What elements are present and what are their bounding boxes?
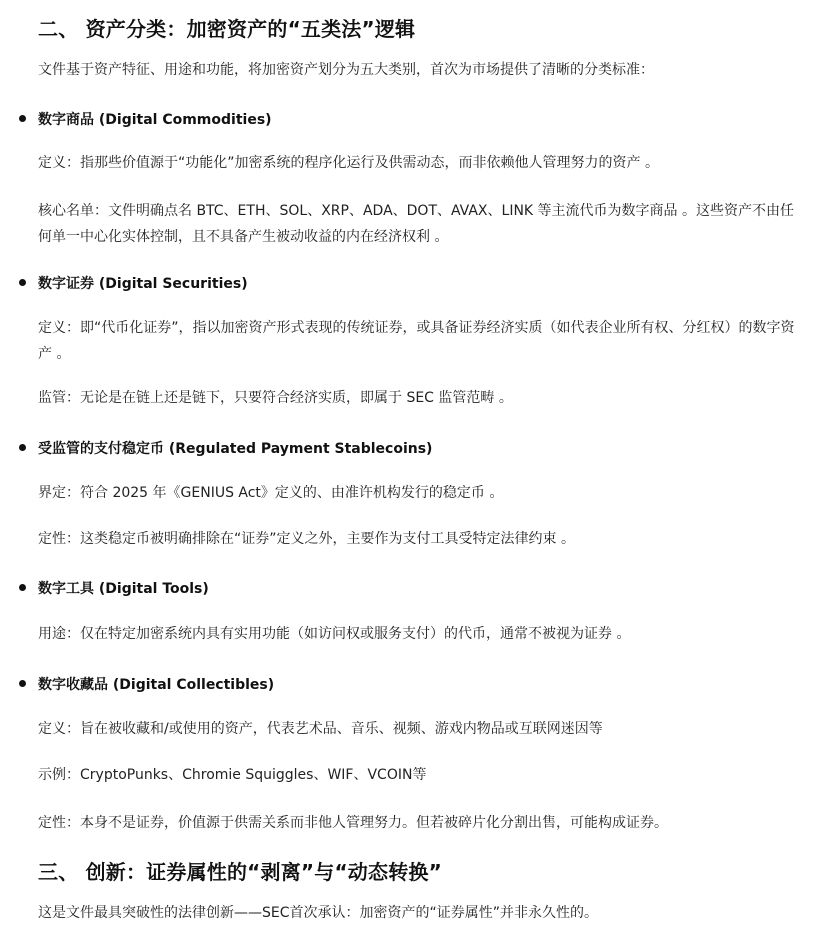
- commodities-definition: 定义：指那些价值源于“功能化”加密系统的程序化运行及供需动态，而非依赖他人管理努力的资产 。: [38, 155, 659, 171]
- category-title-commodities: 数字商品 (Digital Commodities): [38, 112, 272, 128]
- section-3-intro: 这是文件最具突破性的法律创新——SEC首次承认：加密资产的“证券属性”并非永久性的。: [38, 905, 599, 921]
- collectibles-nature: 定性：本身不是证券，价值源于供需关系而非他人管理努力。但若被碎片化分割出售，可能构成证券。: [38, 815, 668, 831]
- bullet-icon: [19, 279, 26, 286]
- category-title-collectibles: 数字收藏品 (Digital Collectibles): [38, 677, 275, 693]
- securities-regulation: 监管：无论是在链上还是链下，只要符合经济实质，即属于 SEC 监管范畴 。: [38, 390, 513, 406]
- stablecoins-nature: 定性：这类稳定币被明确排除在“证券”定义之外，主要作为支付工具受特定法律约束 。: [38, 531, 575, 547]
- collectibles-definition: 定义：旨在被收藏和/或使用的资产，代表艺术品、音乐、视频、游戏内物品或互联网迷因等: [38, 721, 603, 737]
- section-2-heading: 二、 资产分类：加密资产的“五类法”逻辑: [38, 17, 416, 41]
- securities-definition: 定义：即“代币化证券”，指以加密资产形式表现的传统证券，或具备证券经济实质（如代表企业所有权、分红权）的数字资产 。: [38, 320, 795, 362]
- category-title-securities: 数字证券 (Digital Securities): [38, 276, 248, 292]
- bullet-icon: [19, 444, 26, 451]
- section-2-intro: 文件基于资产特征、用途和功能，将加密资产划分为五大类别，首次为市场提供了清晰的分类标准：: [38, 62, 654, 78]
- tools-usage: 用途：仅在特定加密系统内具有实用功能（如访问权或服务支付）的代币，通常不被视为证券 。: [38, 626, 631, 642]
- category-title-stablecoins: 受监管的支付稳定币 (Regulated Payment Stablecoins): [38, 441, 433, 457]
- section-3-heading: 三、 创新：证券属性的“剥离”与“动态转换”: [38, 860, 442, 884]
- commodities-list: 核心名单：文件明确点名 BTC、ETH、SOL、XRP、ADA、DOT、AVAX、LINK 等主流代币为数字商品 。这些资产不由任何单一中心化实体控制，且不具备产生被动收益的内在经济权利 。: [38, 203, 795, 245]
- stablecoins-scope: 界定：符合 2025 年《GENIUS Act》定义的、由准许机构发行的稳定币 。: [38, 485, 504, 501]
- category-title-tools: 数字工具 (Digital Tools): [38, 581, 209, 597]
- bullet-icon: [19, 680, 26, 687]
- collectibles-examples: 示例：CryptoPunks、Chromie Squiggles、WIF、VCOIN等: [38, 767, 427, 783]
- bullet-icon: [19, 584, 26, 591]
- bullet-icon: [19, 115, 26, 122]
